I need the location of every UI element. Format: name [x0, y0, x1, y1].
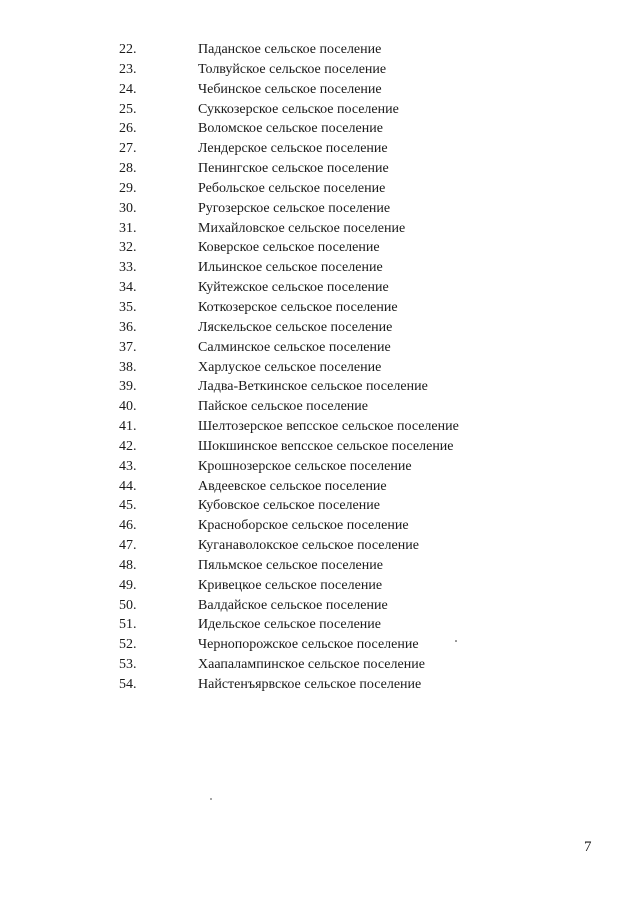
- item-number: 52.: [119, 637, 137, 653]
- settlement-name: Валдайское сельское поселение: [198, 597, 388, 613]
- item-number: 45.: [119, 498, 137, 514]
- item-number: 51.: [119, 617, 137, 633]
- item-number: 35.: [119, 299, 137, 315]
- settlement-name: Идельское сельское поселение: [198, 617, 382, 633]
- settlement-name: Пенингское сельское поселение: [198, 161, 389, 177]
- scan-speck: [210, 798, 212, 800]
- settlement-name: Пайское сельское поселение: [198, 399, 369, 415]
- settlement-name: Коверское сельское поселение: [198, 240, 380, 256]
- list-item: [0, 437, 640, 457]
- settlement-name: Харлуское сельское поселение: [198, 359, 382, 375]
- settlement-name: Чернопорожское сельское поселение: [198, 637, 419, 653]
- item-number: 34.: [119, 280, 137, 296]
- list-item: [0, 139, 640, 159]
- item-number: 33.: [119, 260, 137, 276]
- list-item: [0, 358, 640, 378]
- item-number: 40.: [119, 399, 137, 415]
- item-number: 26.: [119, 121, 137, 137]
- item-number: 54.: [119, 677, 137, 692]
- item-number: 48.: [119, 557, 137, 573]
- settlement-name: Суккозерское сельское поселение: [198, 101, 399, 117]
- list-item: [0, 60, 640, 80]
- list-item: [0, 655, 640, 675]
- settlement-name: Ругозерское сельское поселение: [198, 200, 391, 216]
- settlement-name: Михайловское сельское поселение: [198, 220, 406, 236]
- list-item: [0, 397, 640, 417]
- list-item: [0, 635, 640, 655]
- list-item: [0, 417, 640, 437]
- settlement-name: Ильинское сельское поселение: [198, 260, 383, 276]
- item-number: 44.: [119, 478, 137, 494]
- settlement-name: Кубовское сельское поселение: [198, 498, 380, 514]
- list-item: [0, 576, 640, 596]
- list-item: [0, 100, 640, 120]
- item-number: 27.: [119, 141, 137, 157]
- settlement-name: Лендерское сельское поселение: [198, 141, 388, 157]
- list-item: [0, 40, 640, 60]
- settlement-name: Найстенъярвское сельское поселение: [198, 677, 422, 692]
- item-number: 28.: [119, 161, 137, 177]
- list-item: [0, 516, 640, 536]
- item-number: 53.: [119, 657, 137, 673]
- item-number: 39.: [119, 379, 137, 395]
- settlement-name: Крошнозерское сельское поселение: [198, 458, 412, 474]
- list-item: [0, 675, 640, 695]
- list-item: [0, 179, 640, 199]
- list-item: [0, 318, 640, 338]
- settlement-name: Шокшинское вепсское сельское поселение: [198, 438, 454, 454]
- list-item: [0, 119, 640, 139]
- settlement-name: Салминское сельское поселение: [198, 339, 391, 355]
- settlement-name: Воломское сельское поселение: [198, 121, 383, 137]
- scan-speck: [455, 640, 457, 642]
- list-item: [0, 159, 640, 179]
- list-item: [0, 556, 640, 576]
- item-number: 22.: [119, 42, 137, 57]
- list-item: [0, 477, 640, 497]
- settlement-name: Красноборское сельское поселение: [198, 518, 409, 534]
- item-number: 23.: [119, 61, 137, 77]
- item-number: 41.: [119, 419, 137, 435]
- settlement-name: Толвуйское сельское поселение: [198, 61, 387, 77]
- list-item: [0, 338, 640, 358]
- item-number: 31.: [119, 220, 137, 236]
- settlement-name: Коткозерское сельское поселение: [198, 299, 398, 315]
- list-item: [0, 80, 640, 100]
- list-item: [0, 615, 640, 635]
- list-item: [0, 457, 640, 477]
- settlement-name: Ляскельское сельское поселение: [198, 319, 393, 335]
- settlement-name: Шелтозерское вепсское сельское поселение: [198, 419, 459, 435]
- list-item: [0, 377, 640, 397]
- settlement-name: Куйтежское сельское поселение: [198, 280, 389, 296]
- list-item: [0, 298, 640, 318]
- list-item: [0, 199, 640, 219]
- list-item: [0, 536, 640, 556]
- settlement-name: Ладва-Веткинское сельское поселение: [198, 379, 428, 395]
- list-item: [0, 238, 640, 258]
- settlement-name: Хаапалампинское сельское поселение: [198, 657, 425, 673]
- list-item: [0, 219, 640, 239]
- settlement-name: Ребольское сельское поселение: [198, 180, 386, 196]
- list-item: [0, 278, 640, 298]
- list-item: [0, 258, 640, 278]
- item-number: 47.: [119, 538, 137, 554]
- item-number: 50.: [119, 597, 137, 613]
- item-number: 42.: [119, 438, 137, 454]
- settlement-name: Кривецкое сельское поселение: [198, 577, 383, 593]
- item-number: 46.: [119, 518, 137, 534]
- item-number: 36.: [119, 319, 137, 335]
- page-number: 7: [584, 839, 592, 855]
- settlement-list: [0, 40, 640, 695]
- item-number: 25.: [119, 101, 137, 117]
- settlement-name: Паданское сельское поселение: [198, 42, 382, 57]
- settlement-name: Куганаволокское сельское поселение: [198, 538, 419, 554]
- settlement-name: Авдеевское сельское поселение: [198, 478, 387, 494]
- item-number: 38.: [119, 359, 137, 375]
- item-number: 37.: [119, 339, 137, 355]
- settlement-name: Пяльмское сельское поселение: [198, 557, 383, 573]
- item-number: 49.: [119, 577, 137, 593]
- item-number: 43.: [119, 458, 137, 474]
- list-item: [0, 496, 640, 516]
- list-item: [0, 596, 640, 616]
- item-number: 29.: [119, 180, 137, 196]
- settlement-name: Чебинское сельское поселение: [198, 81, 382, 97]
- item-number: 24.: [119, 81, 137, 97]
- item-number: 32.: [119, 240, 137, 256]
- item-number: 30.: [119, 200, 137, 216]
